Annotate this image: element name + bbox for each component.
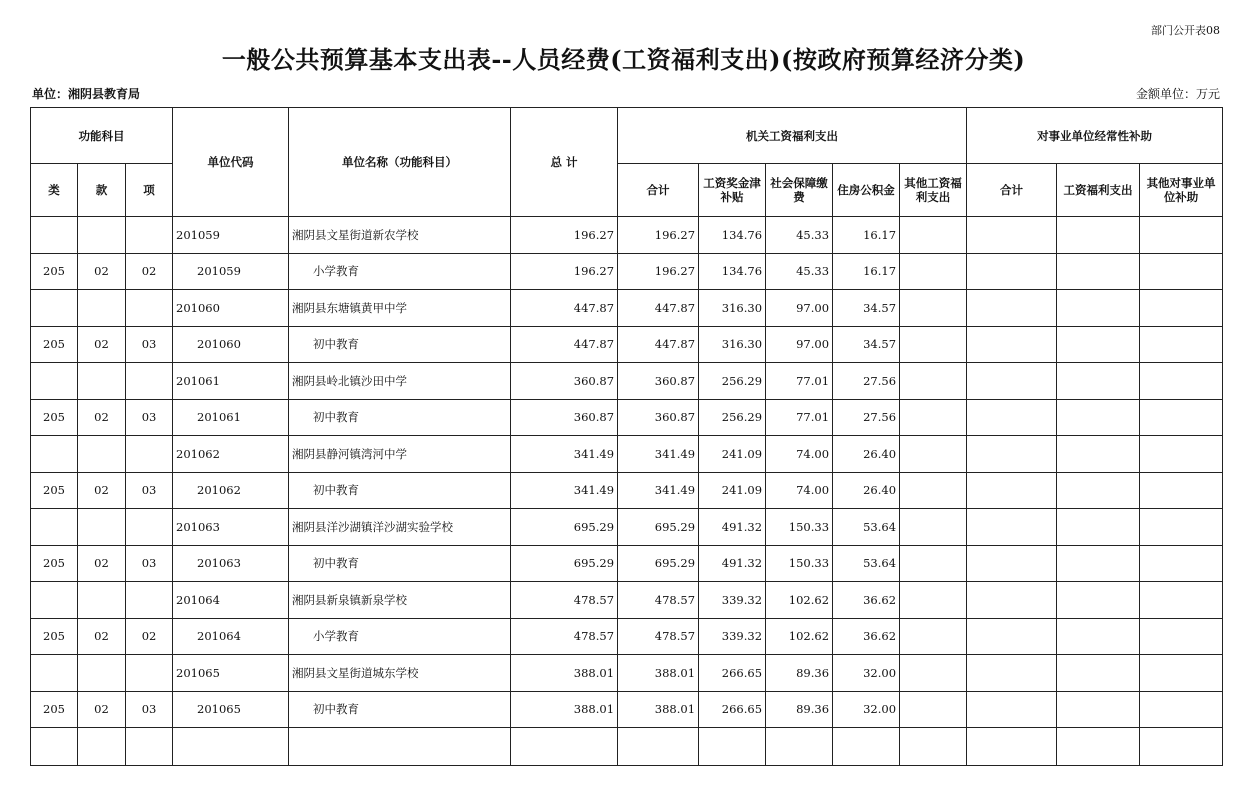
header-subsidy-other: 其他对事业单位补助: [1140, 164, 1223, 217]
cell-unit-code: 201063: [173, 509, 289, 546]
cell-subsidy-total: [967, 728, 1057, 766]
cell-xiang: 03: [126, 472, 173, 509]
table-body: [31, 217, 1223, 766]
cell-subsidy-total: [967, 253, 1057, 290]
page-title: 一般公共预算基本支出表--人员经费(工资福利支出)(按政府预算经济分类): [221, 45, 1026, 74]
cell-total: 695.29: [511, 545, 618, 582]
cell-unit-code: 201060: [173, 290, 289, 327]
cell-lei: 205: [31, 545, 78, 582]
cell-unit-name: 湘阴县静河镇湾河中学: [289, 436, 511, 473]
cell-wage-bonus: [699, 728, 766, 766]
cell-xiang: 02: [126, 618, 173, 655]
cell-unit-name: 初中教育: [289, 545, 511, 582]
cell-lei: [31, 728, 78, 766]
cell-subsidy-welfare: [1057, 618, 1140, 655]
cell-housing-fund: 27.56: [833, 399, 900, 436]
cell-lei: [31, 436, 78, 473]
cell-lei: [31, 290, 78, 327]
cell-other-welfare: [900, 582, 967, 619]
cell-other-welfare: [900, 253, 967, 290]
cell-total: 388.01: [511, 691, 618, 728]
cell-other-welfare: [900, 436, 967, 473]
cell-housing-fund: 26.40: [833, 472, 900, 509]
cell-subtotal: 341.49: [618, 436, 699, 473]
cell-housing-fund: 36.62: [833, 618, 900, 655]
cell-subsidy-total: [967, 582, 1057, 619]
cell-subsidy-welfare: [1057, 399, 1140, 436]
cell-subsidy-other: [1140, 290, 1223, 327]
cell-subsidy-welfare: [1057, 691, 1140, 728]
cell-subsidy-total: [967, 545, 1057, 582]
cell-subtotal: 447.87: [618, 326, 699, 363]
cell-total: [511, 728, 618, 766]
table-row: [31, 290, 1223, 327]
cell-subsidy-other: [1140, 728, 1223, 766]
cell-subsidy-total: [967, 326, 1057, 363]
cell-unit-code: 201064: [173, 582, 289, 619]
cell-subsidy-welfare: [1057, 217, 1140, 254]
cell-subsidy-other: [1140, 399, 1223, 436]
cell-subsidy-total: [967, 290, 1057, 327]
cell-social-security: 45.33: [766, 253, 833, 290]
cell-xiang: [126, 509, 173, 546]
cell-kuan: [78, 217, 126, 254]
cell-xiang: 03: [126, 326, 173, 363]
cell-unit-code: 201061: [173, 363, 289, 400]
cell-other-welfare: [900, 472, 967, 509]
cell-subsidy-welfare: [1057, 728, 1140, 766]
cell-wage-bonus: 339.32: [699, 582, 766, 619]
cell-lei: 205: [31, 691, 78, 728]
cell-subtotal: 196.27: [618, 253, 699, 290]
cell-housing-fund: 34.57: [833, 326, 900, 363]
cell-subsidy-other: [1140, 509, 1223, 546]
cell-total: 388.01: [511, 655, 618, 692]
unit-label: 单位：湘阴县教育局: [32, 87, 141, 101]
cell-social-security: 74.00: [766, 436, 833, 473]
cell-total: 196.27: [511, 253, 618, 290]
table-row: [31, 217, 1223, 254]
cell-xiang: 02: [126, 253, 173, 290]
cell-unit-name: 初中教育: [289, 399, 511, 436]
cell-kuan: 02: [78, 326, 126, 363]
cell-social-security: 45.33: [766, 217, 833, 254]
cell-social-security: 77.01: [766, 363, 833, 400]
table-row: [31, 472, 1223, 509]
cell-unit-code: [173, 728, 289, 766]
cell-subtotal: 196.27: [618, 217, 699, 254]
cell-xiang: 03: [126, 545, 173, 582]
cell-unit-code: 201062: [173, 472, 289, 509]
cell-kuan: [78, 509, 126, 546]
cell-kuan: [78, 582, 126, 619]
table-row: [31, 326, 1223, 363]
cell-subsidy-other: [1140, 691, 1223, 728]
cell-unit-code: 201062: [173, 436, 289, 473]
cell-unit-name: 小学教育: [289, 253, 511, 290]
cell-housing-fund: 27.56: [833, 363, 900, 400]
cell-subtotal: 695.29: [618, 545, 699, 582]
cell-other-welfare: [900, 363, 967, 400]
cell-housing-fund: 16.17: [833, 253, 900, 290]
table-row: [31, 509, 1223, 546]
cell-lei: [31, 217, 78, 254]
cell-xiang: [126, 582, 173, 619]
table-row: [31, 399, 1223, 436]
cell-subtotal: [618, 728, 699, 766]
cell-subsidy-other: [1140, 618, 1223, 655]
header-housing-fund: 住房公积金: [833, 164, 900, 217]
table-row: [31, 363, 1223, 400]
table-row: [31, 618, 1223, 655]
cell-subsidy-welfare: [1057, 290, 1140, 327]
budget-table: [30, 107, 1223, 766]
cell-lei: 205: [31, 399, 78, 436]
cell-other-welfare: [900, 509, 967, 546]
cell-wage-bonus: 491.32: [699, 509, 766, 546]
table-row: [31, 655, 1223, 692]
cell-subsidy-total: [967, 436, 1057, 473]
cell-kuan: 02: [78, 545, 126, 582]
cell-xiang: [126, 290, 173, 327]
cell-subsidy-welfare: [1057, 655, 1140, 692]
cell-wage-bonus: 266.65: [699, 691, 766, 728]
cell-housing-fund: 32.00: [833, 691, 900, 728]
cell-total: 695.29: [511, 509, 618, 546]
header-public-subsidy: 对事业单位经常性补助: [967, 108, 1223, 164]
header-social-security: 社会保障缴费: [766, 164, 833, 217]
cell-subtotal: 388.01: [618, 691, 699, 728]
cell-social-security: 89.36: [766, 655, 833, 692]
cell-subsidy-total: [967, 691, 1057, 728]
table-row: [31, 582, 1223, 619]
cell-other-welfare: [900, 655, 967, 692]
cell-wage-bonus: 241.09: [699, 472, 766, 509]
header-other-welfare: 其他工资福利支出: [900, 164, 967, 217]
cell-subsidy-total: [967, 655, 1057, 692]
header-xiang: 项: [126, 164, 173, 217]
cell-subsidy-welfare: [1057, 509, 1140, 546]
cell-unit-code: 201063: [173, 545, 289, 582]
cell-kuan: [78, 363, 126, 400]
cell-social-security: 150.33: [766, 509, 833, 546]
cell-unit-name: 初中教育: [289, 472, 511, 509]
cell-kuan: [78, 728, 126, 766]
table-row: [31, 253, 1223, 290]
cell-wage-bonus: 316.30: [699, 326, 766, 363]
cell-other-welfare: [900, 618, 967, 655]
cell-housing-fund: 36.62: [833, 582, 900, 619]
header-unit-name: 单位名称（功能科目）: [289, 108, 511, 217]
cell-lei: [31, 509, 78, 546]
cell-social-security: 77.01: [766, 399, 833, 436]
cell-total: 478.57: [511, 618, 618, 655]
cell-subsidy-welfare: [1057, 582, 1140, 619]
cell-subsidy-other: [1140, 217, 1223, 254]
cell-kuan: 02: [78, 691, 126, 728]
cell-wage-bonus: 266.65: [699, 655, 766, 692]
cell-kuan: 02: [78, 472, 126, 509]
cell-unit-name: 初中教育: [289, 326, 511, 363]
cell-subsidy-total: [967, 363, 1057, 400]
cell-other-welfare: [900, 290, 967, 327]
cell-wage-bonus: 134.76: [699, 217, 766, 254]
cell-unit-code: 201064: [173, 618, 289, 655]
cell-subsidy-welfare: [1057, 436, 1140, 473]
cell-wage-bonus: 256.29: [699, 363, 766, 400]
cell-kuan: [78, 290, 126, 327]
cell-subsidy-welfare: [1057, 363, 1140, 400]
cell-subsidy-other: [1140, 545, 1223, 582]
cell-subtotal: 388.01: [618, 655, 699, 692]
cell-total: 447.87: [511, 290, 618, 327]
cell-xiang: [126, 217, 173, 254]
cell-kuan: 02: [78, 399, 126, 436]
cell-xiang: 03: [126, 691, 173, 728]
cell-subsidy-welfare: [1057, 326, 1140, 363]
cell-xiang: 03: [126, 399, 173, 436]
cell-unit-name: 湘阴县东塘镇黄甲中学: [289, 290, 511, 327]
cell-wage-bonus: 241.09: [699, 436, 766, 473]
cell-xiang: [126, 728, 173, 766]
cell-wage-bonus: 316.30: [699, 290, 766, 327]
header-gov-welfare: 机关工资福利支出: [618, 108, 967, 164]
header-func-subject: 功能科目: [31, 108, 173, 164]
cell-total: 360.87: [511, 399, 618, 436]
header-subtotal: 合计: [618, 164, 699, 217]
cell-subtotal: 360.87: [618, 399, 699, 436]
cell-subsidy-welfare: [1057, 253, 1140, 290]
cell-kuan: [78, 655, 126, 692]
cell-unit-name: 湘阴县洋沙湖镇洋沙湖实验学校: [289, 509, 511, 546]
cell-unit-code: 201065: [173, 655, 289, 692]
cell-lei: 205: [31, 253, 78, 290]
cell-unit-code: 201060: [173, 326, 289, 363]
cell-total: 341.49: [511, 472, 618, 509]
cell-subtotal: 478.57: [618, 582, 699, 619]
cell-subsidy-other: [1140, 582, 1223, 619]
cell-lei: [31, 655, 78, 692]
cell-housing-fund: 16.17: [833, 217, 900, 254]
cell-other-welfare: [900, 217, 967, 254]
cell-xiang: [126, 655, 173, 692]
cell-social-security: 102.62: [766, 618, 833, 655]
cell-lei: [31, 582, 78, 619]
cell-unit-name: 初中教育: [289, 691, 511, 728]
cell-subsidy-welfare: [1057, 472, 1140, 509]
cell-lei: [31, 363, 78, 400]
cell-subsidy-welfare: [1057, 545, 1140, 582]
cell-unit-name: [289, 728, 511, 766]
cell-social-security: 97.00: [766, 290, 833, 327]
cell-total: 360.87: [511, 363, 618, 400]
cell-subsidy-total: [967, 472, 1057, 509]
cell-unit-code: 201065: [173, 691, 289, 728]
cell-wage-bonus: 491.32: [699, 545, 766, 582]
cell-subsidy-total: [967, 618, 1057, 655]
cell-unit-name: 湘阴县新泉镇新泉学校: [289, 582, 511, 619]
table-row: [31, 728, 1223, 766]
cell-total: 478.57: [511, 582, 618, 619]
cell-subsidy-other: [1140, 472, 1223, 509]
cell-social-security: 89.36: [766, 691, 833, 728]
cell-lei: 205: [31, 326, 78, 363]
cell-unit-code: 201059: [173, 253, 289, 290]
cell-subsidy-other: [1140, 326, 1223, 363]
cell-subsidy-other: [1140, 253, 1223, 290]
cell-lei: 205: [31, 472, 78, 509]
cell-unit-code: 201059: [173, 217, 289, 254]
cell-wage-bonus: 339.32: [699, 618, 766, 655]
cell-other-welfare: [900, 728, 967, 766]
cell-social-security: 150.33: [766, 545, 833, 582]
table-row: [31, 545, 1223, 582]
cell-housing-fund: [833, 728, 900, 766]
cell-subsidy-total: [967, 399, 1057, 436]
cell-wage-bonus: 256.29: [699, 399, 766, 436]
cell-other-welfare: [900, 326, 967, 363]
cell-other-welfare: [900, 545, 967, 582]
header-unit-code: 单位代码: [173, 108, 289, 217]
cell-kuan: 02: [78, 253, 126, 290]
header-subsidy-welfare: 工资福利支出: [1057, 164, 1140, 217]
header-total: 总 计: [511, 108, 618, 217]
cell-unit-code: 201061: [173, 399, 289, 436]
cell-wage-bonus: 134.76: [699, 253, 766, 290]
cell-social-security: [766, 728, 833, 766]
cell-kuan: 02: [78, 618, 126, 655]
header-wage-bonus: 工资奖金津补贴: [699, 164, 766, 217]
table-row: [31, 691, 1223, 728]
header-kuan: 款: [78, 164, 126, 217]
cell-housing-fund: 26.40: [833, 436, 900, 473]
cell-total: 447.87: [511, 326, 618, 363]
cell-total: 196.27: [511, 217, 618, 254]
cell-social-security: 74.00: [766, 472, 833, 509]
cell-subsidy-total: [967, 217, 1057, 254]
cell-subsidy-total: [967, 509, 1057, 546]
cell-other-welfare: [900, 399, 967, 436]
cell-subtotal: 478.57: [618, 618, 699, 655]
cell-unit-name: 湘阴县文星街道城东学校: [289, 655, 511, 692]
cell-total: 341.49: [511, 436, 618, 473]
table-row: [31, 436, 1223, 473]
cell-subtotal: 360.87: [618, 363, 699, 400]
cell-social-security: 97.00: [766, 326, 833, 363]
cell-lei: 205: [31, 618, 78, 655]
cell-subtotal: 695.29: [618, 509, 699, 546]
cell-unit-name: 湘阴县文星街道新农学校: [289, 217, 511, 254]
money-unit-label: 金额单位：万元: [1135, 87, 1220, 101]
cell-social-security: 102.62: [766, 582, 833, 619]
cell-unit-name: 小学教育: [289, 618, 511, 655]
cell-subsidy-other: [1140, 436, 1223, 473]
cell-subtotal: 341.49: [618, 472, 699, 509]
cell-housing-fund: 53.64: [833, 545, 900, 582]
cell-housing-fund: 53.64: [833, 509, 900, 546]
cell-kuan: [78, 436, 126, 473]
cell-subtotal: 447.87: [618, 290, 699, 327]
cell-xiang: [126, 363, 173, 400]
cell-housing-fund: 34.57: [833, 290, 900, 327]
cell-xiang: [126, 436, 173, 473]
cell-housing-fund: 32.00: [833, 655, 900, 692]
cell-other-welfare: [900, 691, 967, 728]
form-number: 部门公开表08: [1151, 24, 1220, 37]
header-subsidy-total: 合计: [967, 164, 1057, 217]
cell-subsidy-other: [1140, 363, 1223, 400]
cell-unit-name: 湘阴县岭北镇沙田中学: [289, 363, 511, 400]
header-lei: 类: [31, 164, 78, 217]
cell-subsidy-other: [1140, 655, 1223, 692]
